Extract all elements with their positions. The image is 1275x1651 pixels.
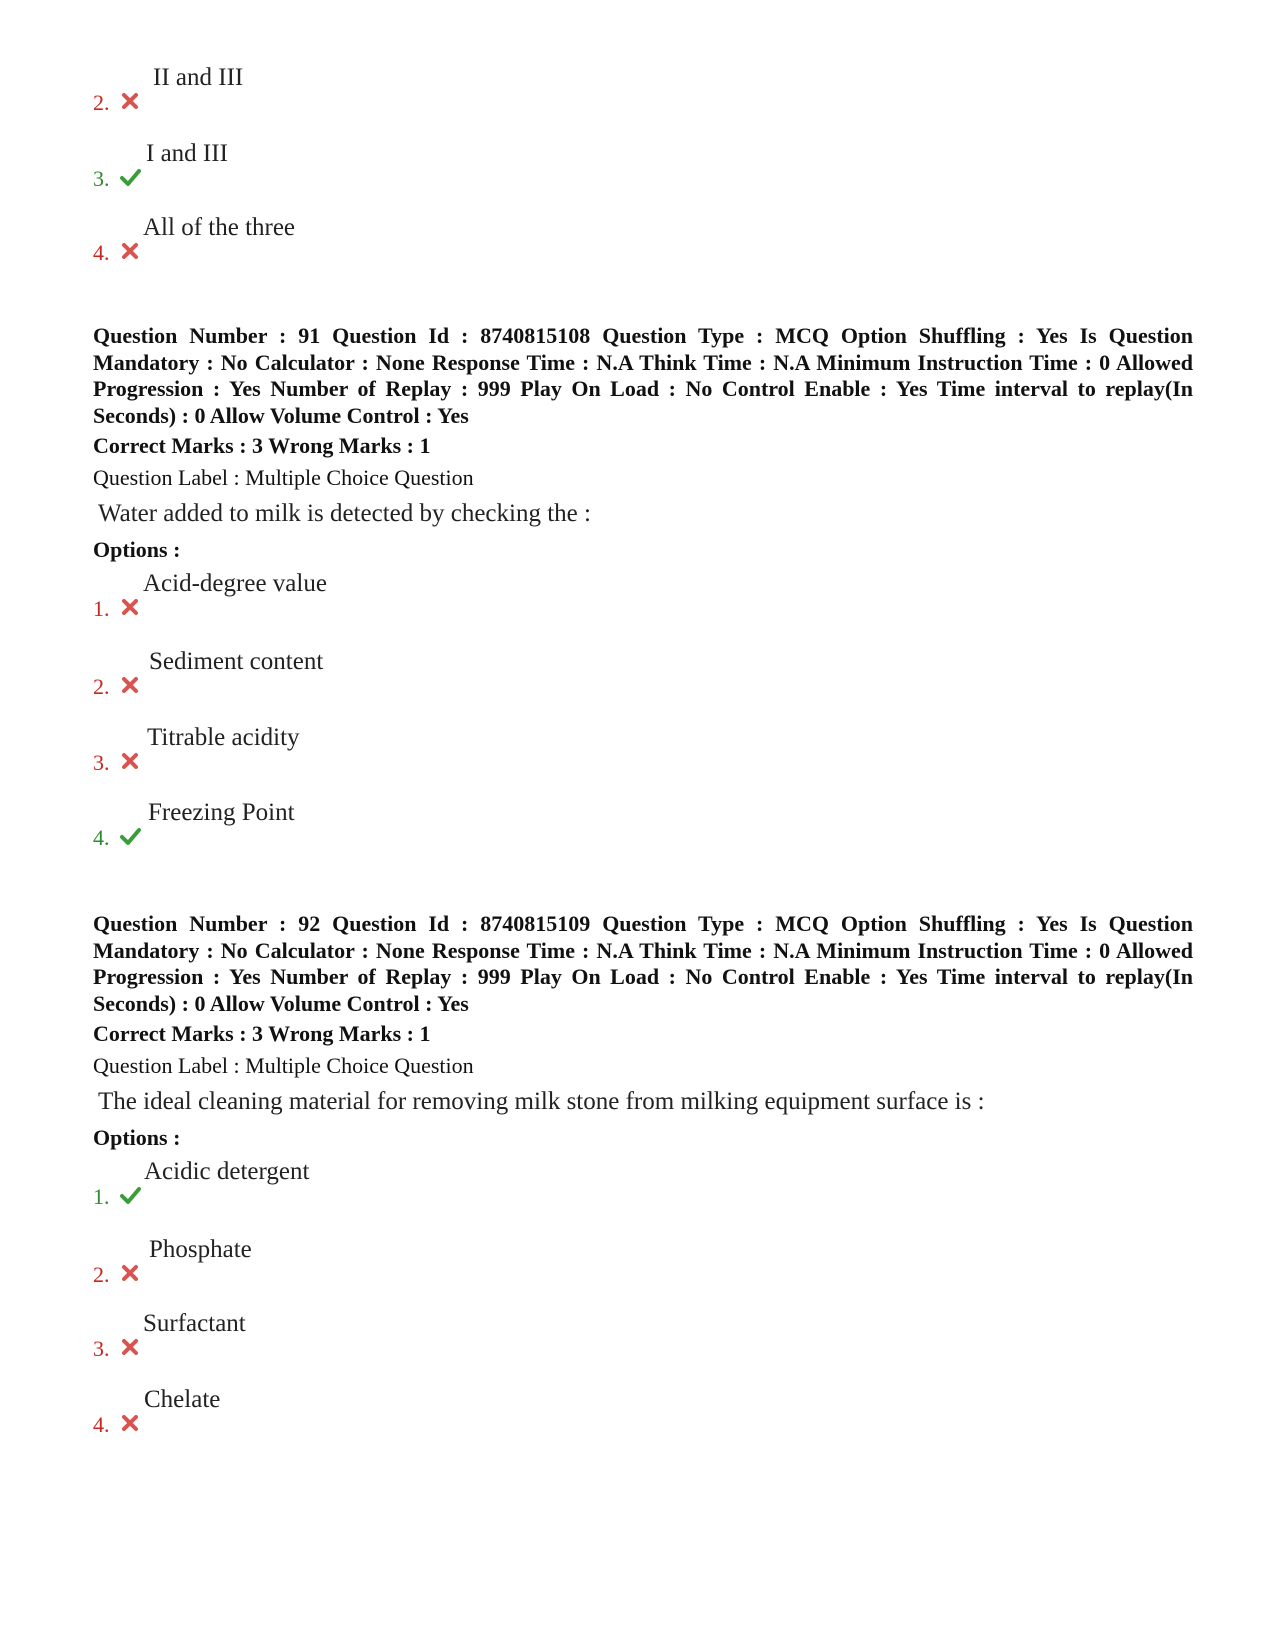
option-number: 4. [93,825,110,850]
question-meta: Question Number : 92 Question Id : 8740815109 Question Type : MCQ Option Shuffling : Yes Is Question Mandatory : No Calculator : None Response Time : N.A Think Time : N.A Minimum Instruction Time : 0 Allowed Progression : Yes Number of Replay : 999 Play On Load : No Control Enable : Yes Time interval to replay(In Seconds) : 0 Allow Volume Control : Yes [93,911,1193,1016]
option-text: II and III [153,64,244,91]
question-text: The ideal cleaning material for removing milk stone from milking equipment surface is : [98,1088,985,1115]
question-text: Water added to milk is detected by checking the : [98,500,591,527]
cross-icon [119,1336,141,1358]
option-text: Titrable acidity [147,724,300,751]
option-number: 2. [93,90,110,115]
q91-option-4 [93,799,793,849]
option-number: 2. [93,674,110,699]
option-text: Acid-degree value [143,570,327,597]
cross-icon [119,90,141,112]
cross-icon [119,674,141,696]
question-label: Question Label : Multiple Choice Question [93,465,474,490]
option-number: 3. [93,750,110,775]
q92-option-4 [93,1386,793,1436]
q92-option-2 [93,1236,793,1286]
question-block-91 [93,323,1193,563]
options-heading: Options : [93,537,181,562]
check-icon [119,166,141,188]
option-number: 4. [93,1412,110,1437]
option-text: Acidic detergent [144,1158,310,1185]
options-heading: Options : [93,1125,181,1150]
check-icon [119,1184,141,1206]
option-text: All of the three [143,214,296,241]
option-text: I and III [146,140,228,167]
prev-option-2 [93,64,793,114]
option-text: Chelate [144,1386,221,1413]
option-text: Sediment content [149,648,324,675]
option-number: 4. [93,240,110,265]
cross-icon [119,1412,141,1434]
q91-option-2 [93,648,793,698]
q92-option-1 [93,1158,793,1208]
prev-option-4 [93,214,793,264]
cross-icon [119,750,141,772]
q91-option-3 [93,724,793,774]
option-number: 3. [93,1336,110,1361]
check-icon [119,825,141,847]
option-number: 3. [93,166,110,191]
cross-icon [119,596,141,618]
option-number: 1. [93,596,110,621]
question-marks: Correct Marks : 3 Wrong Marks : 1 [93,1021,431,1046]
prev-option-3 [93,140,793,190]
q91-option-1 [93,570,793,620]
option-text: Surfactant [143,1310,246,1337]
option-number: 1. [93,1184,110,1209]
question-meta: Question Number : 91 Question Id : 8740815108 Question Type : MCQ Option Shuffling : Yes Is Question Mandatory : No Calculator : None Response Time : N.A Think Time : N.A Minimum Instruction Time : 0 Allowed Progression : Yes Number of Replay : 999 Play On Load : No Control Enable : Yes Time interval to replay(In Seconds) : 0 Allow Volume Control : Yes [93,323,1193,428]
option-text: Freezing Point [148,799,295,826]
option-number: 2. [93,1262,110,1287]
question-marks: Correct Marks : 3 Wrong Marks : 1 [93,433,431,458]
question-block-92 [93,911,1193,1151]
option-text: Phosphate [149,1236,252,1263]
cross-icon [119,240,141,262]
question-label: Question Label : Multiple Choice Question [93,1053,474,1078]
cross-icon [119,1262,141,1284]
q92-option-3 [93,1310,793,1360]
